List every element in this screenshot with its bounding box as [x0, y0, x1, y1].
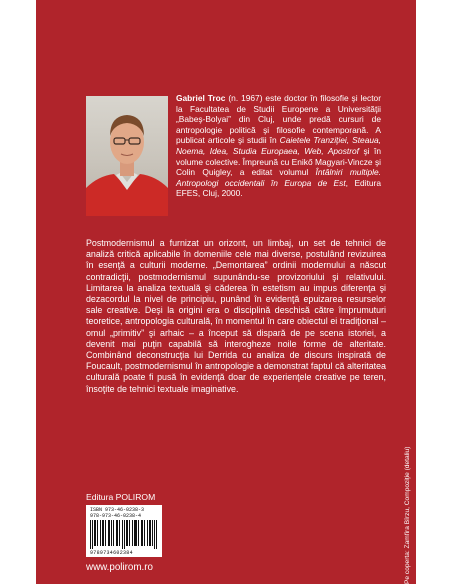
- publisher-website: www.polirom.ro: [86, 562, 153, 573]
- author-bio-text: (n. 1967) este doctor în filosofie şi lector la Facultatea de Studii Europene a Universităţii „Babeş-Bolyai” din Cluj, unde predă cursuri de antropologie politică şi filosofie contemporană. A publicat articole şi studii în: [176, 93, 382, 146]
- author-bio-text: , Editura EFES, Cluj, 2000.: [176, 177, 381, 199]
- isbn-13-text: 978-973-46-0238-4: [90, 513, 142, 519]
- publisher-name: Editura POLIROM: [86, 492, 156, 502]
- cover-art-credit: Pe coperta: Zamfira Bîrzu, Compoziţie (detaliu): [404, 446, 411, 584]
- author-name: Gabriel Troc: [176, 93, 226, 103]
- isbn-text: ISBN 973-46-0238-3: [90, 507, 145, 513]
- ean-number: 9789734602384: [90, 550, 133, 556]
- author-photo: [86, 96, 168, 216]
- author-bio: [176, 93, 381, 199]
- isbn-barcode: [86, 505, 162, 557]
- back-cover: [36, 0, 416, 584]
- barcode-bars: [90, 520, 158, 549]
- book-blurb: Postmodernismul a furnizat un orizont, un limbaj, un set de tehnici de analiză critică aplicabile în domeniile cele mai diverse, postulând revizuirea în esenţă a culturii moderne. „Demontarea” ordinii modernului a născut contradicţii, postmodernismul supunându-se provizoriului şi relativului. Limitarea la analiza textuală şi căderea în estetism au impus diferenţa şi dezacordul la nivel de principiu, punând în evidenţă epuizarea resurselor sale creative. Deşi la origini era o disciplină deschisă către împrumuturi teoretice, antropologia culturală, în momentul în care obiectul ei tradiţional – omul „primitiv” şi arhaic – a început să dispară de pe scena istoriei, a devenit mai puţin capabilă să interogheze noile forme de alteritate. Combinând deconstrucţia lui Derrida cu analiza de discurs inspirată de Foucault, postmodernismul în antropologie a demonstrat faptul că alteritatea culturală poate fi pusă în evidenţă doar de experienţele creative pe teren, însoţite de tehnici textuale imaginative.: [86, 238, 386, 394]
- author-bio-journals: Caietele Tranziţiei, Steaua, Noema, Idea, Studia Europaea, Web, Apostrof: [176, 135, 381, 156]
- author-bio-book-title: Întâlniri multiple. Antropologi occidentali în Europa de Est: [176, 167, 381, 188]
- author-portrait-image: [86, 96, 168, 216]
- author-bio-text: şi în volume colective. Împreună cu Enikő Magyari-Vincze şi Colin Quigley, a editat volumul: [176, 145, 382, 178]
